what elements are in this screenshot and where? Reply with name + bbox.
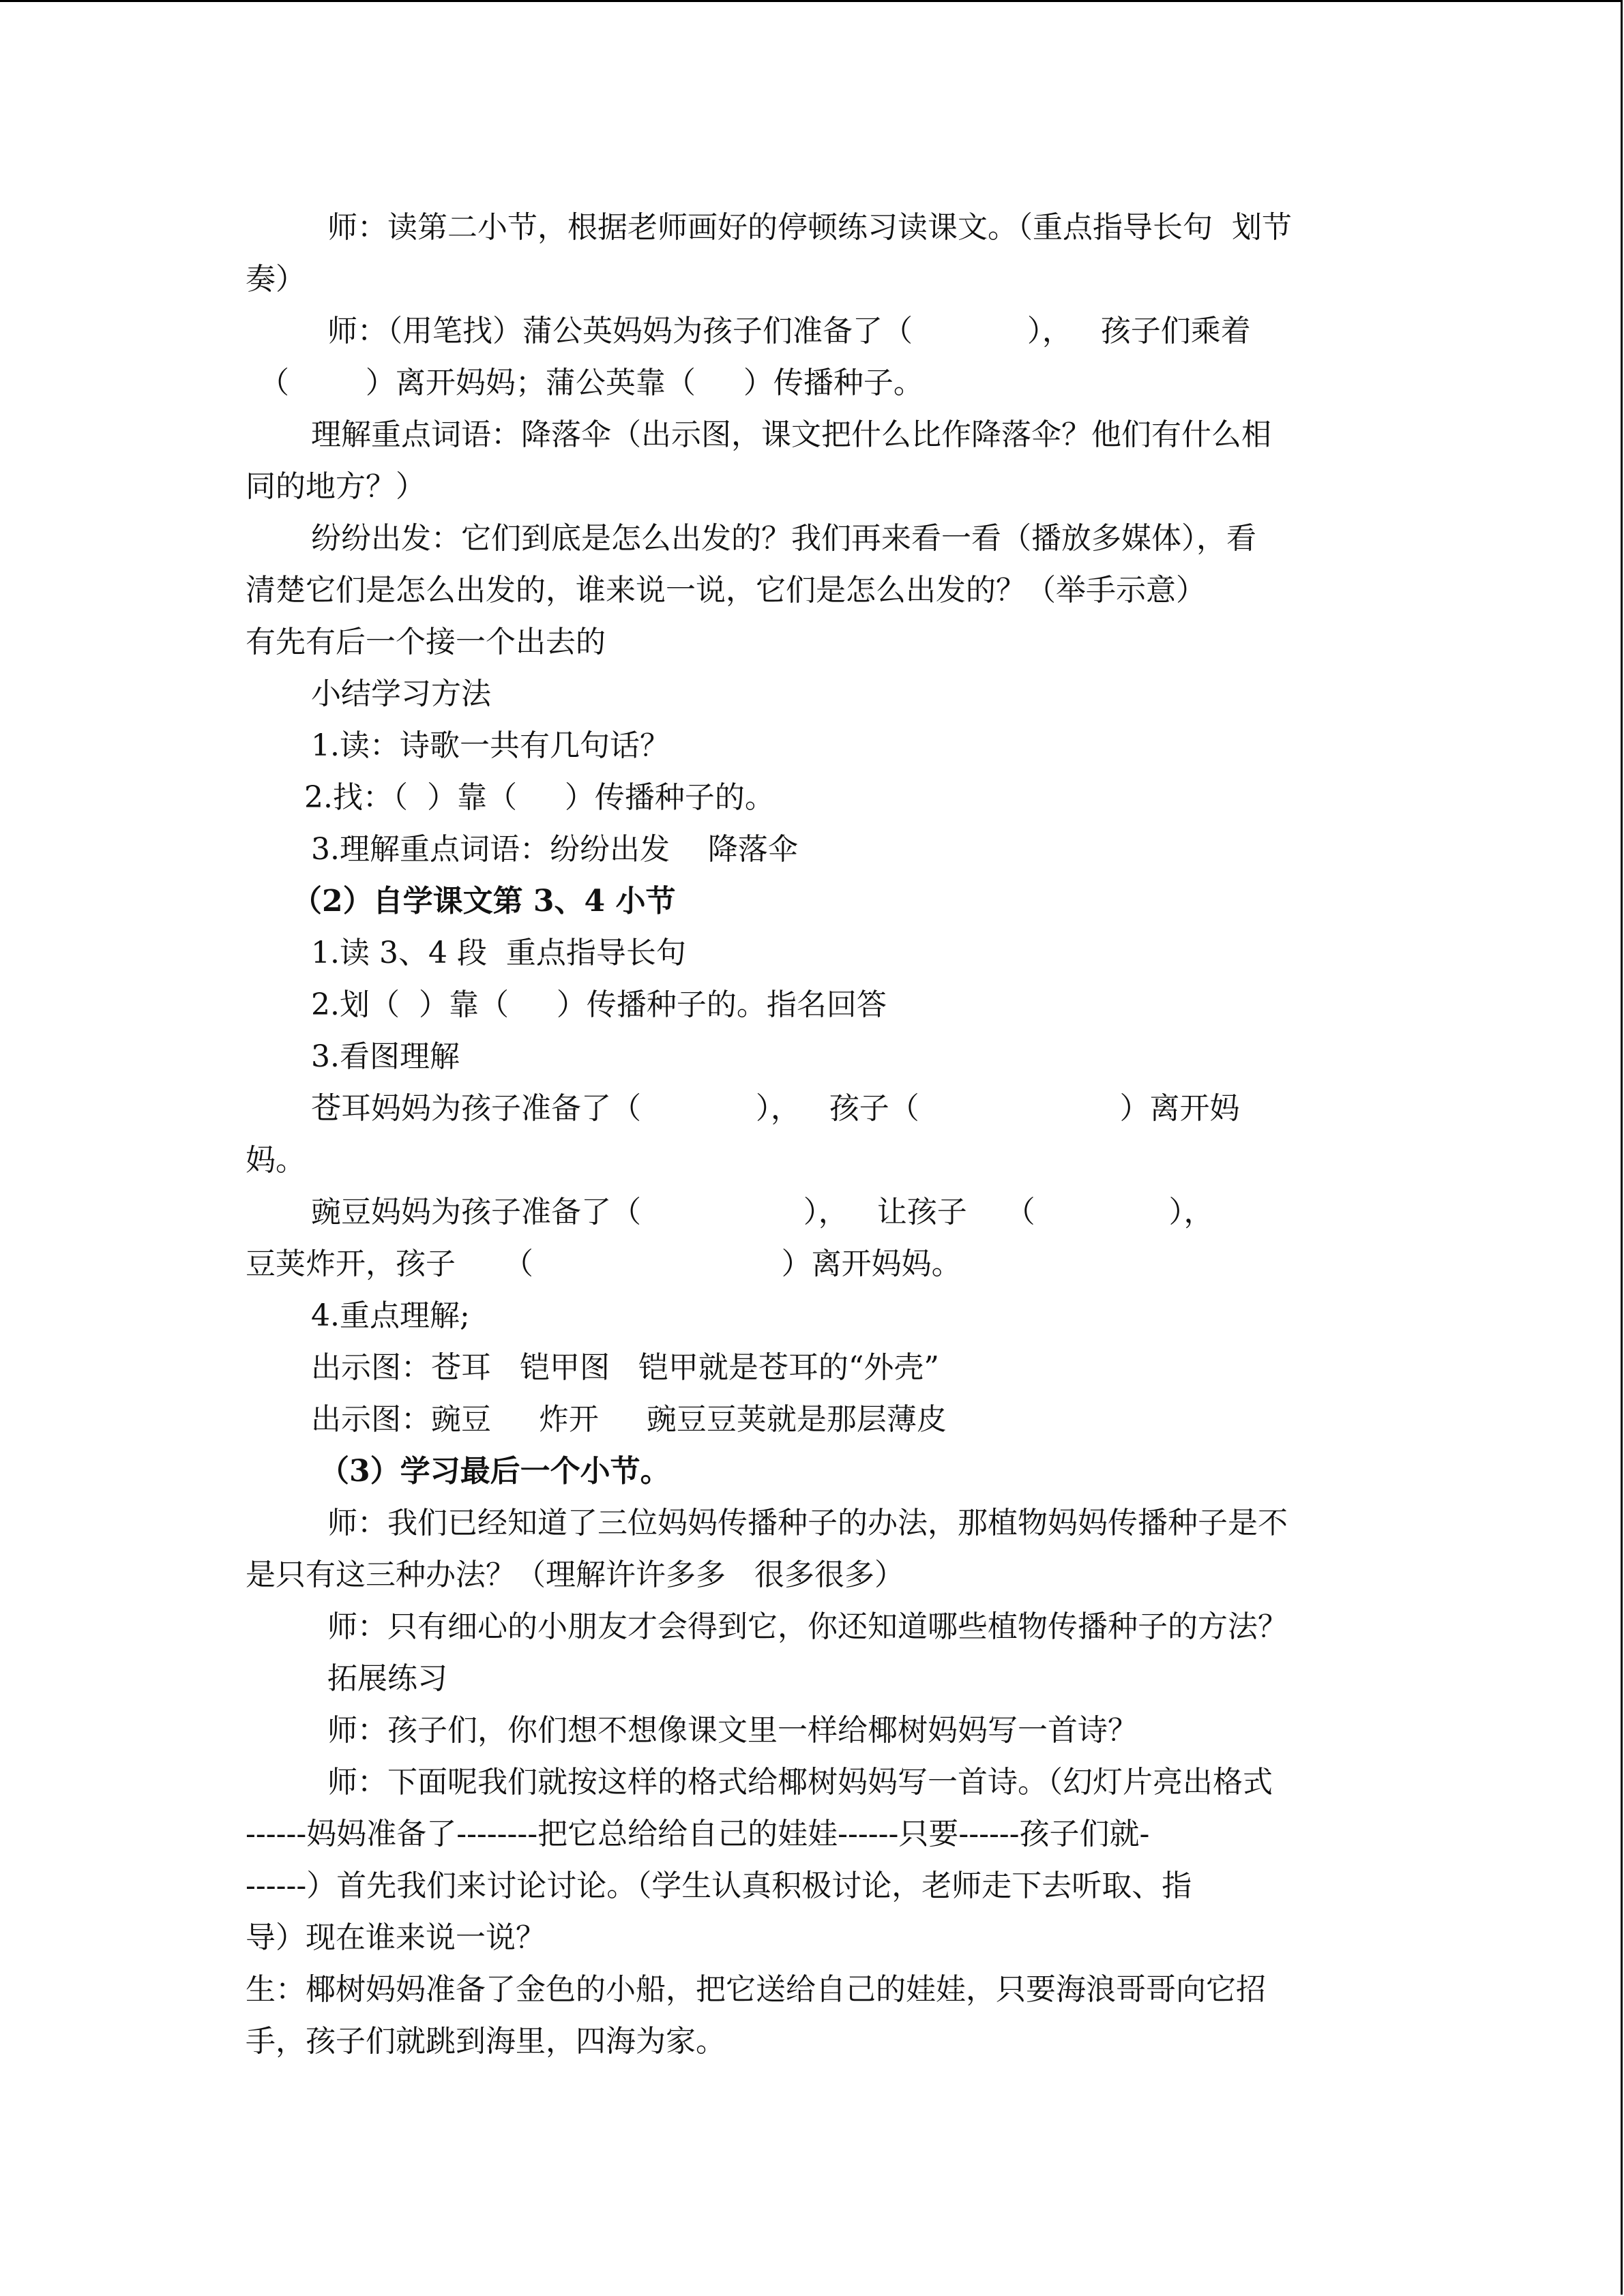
text-line: 纷纷出发：它们到底是怎么出发的？我们再来看一看（播放多媒体），看 [311, 521, 1256, 556]
text-line: 手，孩子们就跳到海里，四海为家。 [246, 2024, 726, 2059]
text-line: 生：椰树妈妈准备了金色的小船，把它送给自己的娃娃，只要海浪哥哥向它招 [246, 1972, 1266, 2007]
text-line: 出示图：豌豆 炸开 豌豆豆荚就是那层薄皮 [311, 1402, 947, 1437]
text-line: 妈。 [246, 1143, 306, 1178]
text-line: 师：（用笔找）蒲公英妈妈为孩子们准备了（ ）， 孩子们乘着 [327, 314, 1251, 348]
text-line: 理解重点词语：降落伞（出示图，课文把什么比作降落伞？他们有什么相 [311, 417, 1271, 452]
text-line: 1.读：诗歌一共有几句话？ [311, 728, 670, 763]
text-line: 1.读 3、4 段 重点指导长句 [311, 936, 686, 970]
section-heading: （2）自学课文第 3、4 小节 [292, 884, 676, 919]
text-line: 导）现在谁来说一说？ [246, 1920, 546, 1955]
text-line: 豆荚炸开，孩子 （ ）离开妈妈。 [246, 1247, 962, 1281]
text-line: 师：我们已经知道了三位妈妈传播种子的办法，那植物妈妈传播种子是不 [327, 1506, 1288, 1540]
text-line: 苍耳妈妈为孩子准备了（ ）， 孩子（ ）离开妈 [311, 1091, 1240, 1126]
text-line: 小结学习方法 [311, 676, 491, 711]
text-line: 师：读第二小节，根据老师画好的停顿练习读课文。（重点指导长句 划节 [327, 210, 1292, 245]
text-line: ------）首先我们来讨论讨论。（学生认真积极讨论，老师走下去听取、指 [246, 1868, 1192, 1903]
document-page [246, 202, 1378, 2068]
text-line: 师：孩子们，你们想不想像课文里一样给椰树妈妈写一首诗？ [327, 1713, 1138, 1748]
text-line: 3.看图理解 [311, 1039, 460, 1074]
text-line: 奏） [246, 262, 306, 297]
section-heading: （3）学习最后一个小节。 [319, 1454, 670, 1489]
text-line: 2.找：（ ）靠（ ）传播种子的。 [304, 780, 775, 815]
text-line: 拓展练习 [327, 1661, 447, 1696]
text-line: 2.划（ ）靠（ ）传播种子的。指名回答 [311, 987, 887, 1022]
text-line: 豌豆妈妈为孩子准备了（ ）， 让孩子 （ ）， [311, 1195, 1214, 1229]
text-line: 3.理解重点词语：纷纷出发 降落伞 [311, 832, 798, 867]
text-line: 清楚它们是怎么出发的，谁来说一说，它们是怎么出发的？（举手示意） [246, 573, 1206, 608]
text-line: 师：下面呢我们就按这样的格式给椰树妈妈写一首诗。（幻灯片亮出格式 [327, 1765, 1273, 1800]
text-line: ------妈妈准备了--------把它总给给自己的娃娃------只要------孩子们就- [246, 1817, 1150, 1851]
text-line: 出示图：苍耳 铠甲图 铠甲就是苍耳的“外壳” [311, 1350, 939, 1385]
text-line: 4.重点理解; [311, 1298, 470, 1333]
text-line: 师：只有细心的小朋友才会得到它，你还知道哪些植物传播种子的方法？ [327, 1609, 1288, 1644]
text-line: 是只有这三种办法？（理解许许多多 很多很多） [246, 1557, 904, 1592]
text-line: 有先有后一个接一个出去的 [246, 625, 606, 659]
text-line: 同的地方？） [246, 469, 426, 504]
text-line: （ ）离开妈妈；蒲公英靠（ ）传播种子。 [259, 366, 924, 400]
